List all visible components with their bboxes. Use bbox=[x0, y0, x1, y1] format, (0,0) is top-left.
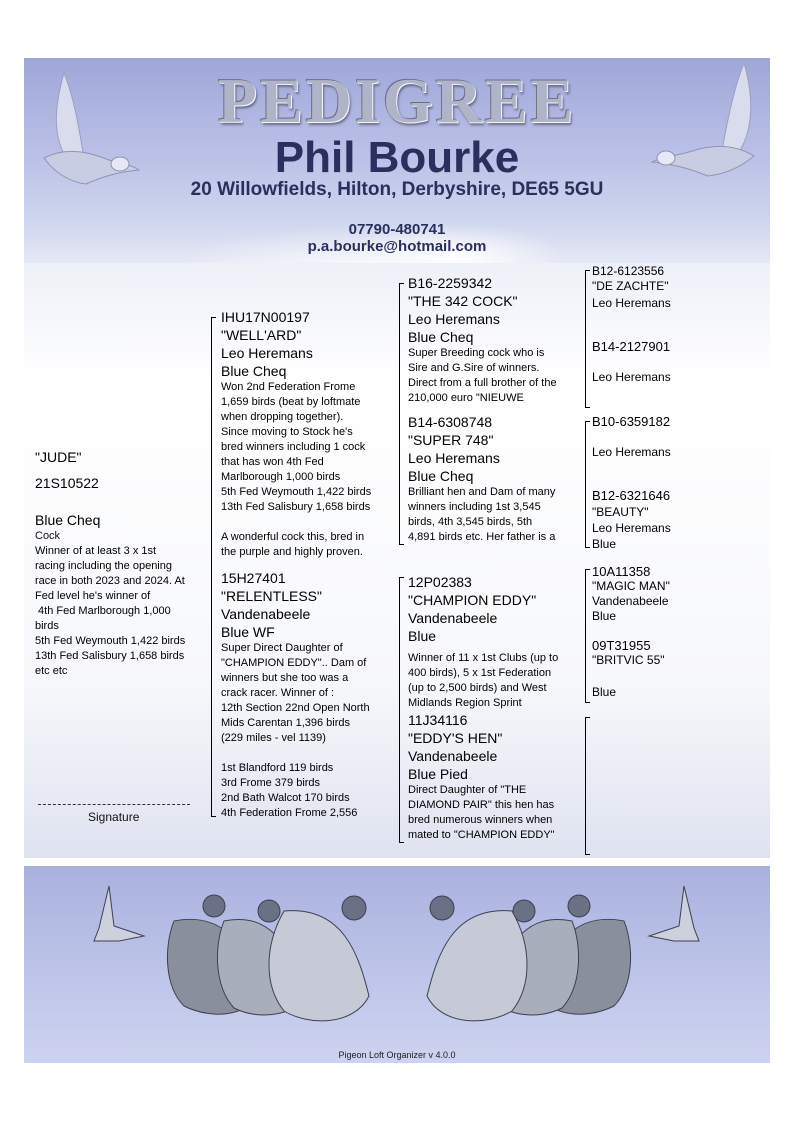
sire-ring: IHU17N00197 bbox=[221, 309, 310, 325]
gen4-colour: Blue bbox=[592, 537, 617, 551]
header-banner bbox=[24, 58, 770, 263]
note-line: Mids Carentan 1,396 birds bbox=[221, 717, 351, 729]
note-line: Midlands Region Sprint bbox=[408, 697, 522, 709]
gen4-ring: B14-2127901 bbox=[592, 339, 671, 354]
note-line: A wonderful cock this, bred in bbox=[221, 531, 365, 543]
gen4-breeder: Leo Heremans bbox=[592, 445, 671, 459]
dam-sire-notes bbox=[408, 651, 558, 711]
note-line: Winner of 11 x 1st Clubs (up to bbox=[408, 652, 559, 664]
gen4-breeder: Leo Heremans bbox=[592, 296, 671, 310]
owner-name: Phil Bourke bbox=[274, 133, 520, 182]
gen4-name: "BRITVIC 55" bbox=[592, 653, 665, 667]
note-line: bred winners including 1 cock bbox=[221, 441, 366, 453]
note-line: (229 miles - vel 1139) bbox=[221, 732, 326, 744]
sire-sire-ring: B16-2259342 bbox=[408, 275, 493, 291]
owner-address: 20 Willowfields, Hilton, Derbyshire, DE65 5GU bbox=[190, 179, 604, 200]
sire-colour: Blue Cheq bbox=[221, 363, 287, 379]
dam-sire-colour: Blue bbox=[408, 628, 437, 644]
sire-breeder: Leo Heremans bbox=[221, 345, 313, 361]
subject-notes bbox=[35, 544, 185, 679]
sire-pigeon bbox=[221, 308, 371, 560]
signature-label: Signature bbox=[88, 810, 140, 824]
note-line bbox=[221, 515, 371, 530]
note-line: 2nd Bath Walcot 170 birds bbox=[221, 792, 350, 804]
note-line: bred numerous winners when bbox=[408, 814, 553, 826]
sire-dam-notes bbox=[408, 485, 555, 545]
note-line: Fed level he's winner of bbox=[35, 590, 151, 602]
pigeon-group-footer-icon bbox=[24, 866, 770, 1063]
dam-pigeon bbox=[221, 569, 370, 821]
dam-dam-pigeon bbox=[408, 711, 555, 843]
note-line: racing including the opening bbox=[35, 560, 172, 572]
sire-dam-colour: Blue Cheq bbox=[408, 468, 474, 484]
note-line: race in both 2023 and 2024. At bbox=[35, 575, 185, 587]
dam-dam-ring: 11J34116 bbox=[408, 712, 468, 728]
note-line: 13th Fed Salisbury 1,658 birds bbox=[221, 501, 371, 513]
sire-sire-pigeon bbox=[408, 274, 557, 406]
note-line: Brilliant hen and Dam of many bbox=[408, 486, 556, 498]
sire-sire-notes bbox=[408, 346, 557, 406]
dam-name: "RELENTLESS" bbox=[221, 588, 322, 604]
gen4-breeder: Vandenabeele bbox=[592, 594, 669, 608]
subject-name: "JUDE" bbox=[35, 449, 82, 465]
signature-line bbox=[38, 804, 190, 805]
gen4-colour: Blue bbox=[592, 685, 617, 699]
dam-notes bbox=[221, 641, 370, 821]
gen4-pigeon-6 bbox=[592, 638, 665, 700]
note-line: 1,659 birds (beat by loftmate bbox=[221, 396, 361, 408]
note-line: 4,891 birds etc. Her father is a bbox=[408, 531, 556, 543]
note-line: birds, 4th 3,545 birds, 5th bbox=[408, 516, 533, 528]
dam-ring: 15H27401 bbox=[221, 570, 286, 586]
gen4-breeder: Leo Heremans bbox=[592, 370, 671, 384]
parents-bracket bbox=[211, 317, 212, 817]
sire-notes bbox=[221, 380, 371, 560]
gen4-ring: 10A11358 bbox=[592, 564, 651, 579]
gen4-pigeon-2 bbox=[592, 339, 671, 385]
note-line: when dropping together). bbox=[221, 411, 344, 423]
gen4-bracket-1 bbox=[585, 270, 586, 408]
gen4-pigeon-1 bbox=[592, 264, 671, 311]
note-line: 210,000 euro "NIEUWE bbox=[408, 392, 524, 404]
gen4-ring: B10-6359182 bbox=[592, 414, 671, 429]
note-line: 4th Fed Marlborough 1,000 bbox=[35, 605, 171, 617]
note-line: etc etc bbox=[35, 665, 68, 677]
gen4-ring: 09T31955 bbox=[592, 638, 651, 653]
note-line: Marlborough 1,000 birds bbox=[221, 471, 341, 483]
note-line: 5th Fed Weymouth 1,422 birds bbox=[221, 486, 372, 498]
sire-sire-breeder: Leo Heremans bbox=[408, 311, 500, 327]
dam-dam-notes bbox=[408, 783, 555, 843]
gen4-pigeon-4 bbox=[592, 488, 671, 552]
pedigree-title: PEDIGREE bbox=[217, 65, 577, 136]
dam-colour: Blue WF bbox=[221, 624, 275, 640]
note-line: the purple and highly proven. bbox=[221, 546, 363, 558]
sire-dam-name: "SUPER 748" bbox=[408, 432, 494, 448]
gen4-pigeon-3 bbox=[592, 414, 671, 460]
footer-banner bbox=[24, 866, 770, 1063]
owner-email: p.a.bourke@hotmail.com bbox=[307, 238, 487, 255]
note-line: birds bbox=[35, 620, 59, 632]
note-line: Winner of at least 3 x 1st bbox=[35, 545, 157, 557]
note-line: winners including 1st 3,545 bbox=[408, 501, 541, 513]
subject-colour: Blue Cheq bbox=[35, 512, 101, 528]
note-line: Direct Daughter of "THE bbox=[408, 784, 527, 796]
sire-sire-colour: Blue Cheq bbox=[408, 329, 474, 345]
dam-breeder: Vandenabeele bbox=[221, 606, 311, 622]
sire-dam-breeder: Leo Heremans bbox=[408, 450, 500, 466]
dam-sire-breeder: Vandenabeele bbox=[408, 610, 498, 626]
dam-sire-ring: 12P02383 bbox=[408, 574, 472, 590]
note-line: 12th Section 22nd Open North bbox=[221, 702, 370, 714]
dam-dam-name: "EDDY'S HEN" bbox=[408, 730, 503, 746]
note-line: Won 2nd Federation Frome bbox=[221, 381, 356, 393]
owner-phone: 07790-480741 bbox=[348, 221, 446, 238]
gen4-colour: Blue bbox=[592, 609, 617, 623]
dam-dam-colour: Blue Pied bbox=[408, 766, 468, 782]
gen4-breeder: Leo Heremans bbox=[592, 521, 671, 535]
note-line: Sire and G.Sire of winners. bbox=[408, 362, 540, 374]
subject-pigeon bbox=[35, 448, 185, 679]
dam-parents-bracket bbox=[399, 577, 400, 843]
note-line: winners but she too was a bbox=[221, 672, 349, 684]
sire-sire-name: "THE 342 COCK" bbox=[408, 293, 518, 309]
note-line: 3rd Frome 379 birds bbox=[221, 777, 321, 789]
note-line: 4th Federation Frome 2,556 bbox=[221, 807, 358, 819]
note-line: crack racer. Winner of : bbox=[221, 687, 335, 699]
note-line: that has won 4th Fed bbox=[221, 456, 324, 468]
sire-parents-bracket bbox=[399, 283, 400, 545]
note-line: 13th Fed Salisbury 1,658 birds bbox=[35, 650, 185, 662]
dam-dam-breeder: Vandenabeele bbox=[408, 748, 498, 764]
note-line: Since moving to Stock he's bbox=[221, 426, 353, 438]
note-line: 400 birds), 5 x 1st Federation bbox=[408, 667, 552, 679]
subject-ring: 21S10522 bbox=[35, 475, 99, 491]
subject-sex: Cock bbox=[35, 530, 61, 542]
sire-dam-ring: B14-6308748 bbox=[408, 414, 493, 430]
note-line: Direct from a full brother of the bbox=[408, 377, 557, 389]
gen4-name: "MAGIC MAN" bbox=[592, 579, 670, 593]
note-line: mated to "CHAMPION EDDY" bbox=[408, 829, 555, 841]
dam-sire-pigeon bbox=[408, 573, 558, 711]
dam-sire-name: "CHAMPION EDDY" bbox=[408, 592, 537, 608]
gen4-ring: B12-6123556 bbox=[592, 264, 665, 278]
gen4-name: "BEAUTY" bbox=[592, 505, 649, 519]
gen4-ring: B12-6321646 bbox=[592, 488, 671, 503]
note-line: (up to 2,500 birds) and West bbox=[408, 682, 547, 694]
note-line: 5th Fed Weymouth 1,422 birds bbox=[35, 635, 186, 647]
gen4-name: "DE ZACHTE" bbox=[592, 279, 669, 293]
software-credit: Pigeon Loft Organizer v 4.0.0 bbox=[338, 1050, 456, 1060]
gen4-bracket-4 bbox=[585, 717, 586, 855]
sire-name: "WELL'ARD" bbox=[221, 327, 302, 343]
note-line: "CHAMPION EDDY".. Dam of bbox=[221, 657, 367, 669]
note-line: Super Direct Daughter of bbox=[221, 642, 343, 654]
gen4-bracket-3 bbox=[585, 569, 586, 703]
note-line: 1st Blandford 119 birds bbox=[221, 762, 334, 774]
note-line: Super Breeding cock who is bbox=[408, 347, 545, 359]
gen4-pigeon-5 bbox=[592, 564, 670, 624]
note-line bbox=[221, 746, 370, 761]
sire-dam-pigeon bbox=[408, 413, 555, 545]
note-line: DIAMOND PAIR" this hen has bbox=[408, 799, 555, 811]
gen4-bracket-2 bbox=[585, 421, 586, 548]
